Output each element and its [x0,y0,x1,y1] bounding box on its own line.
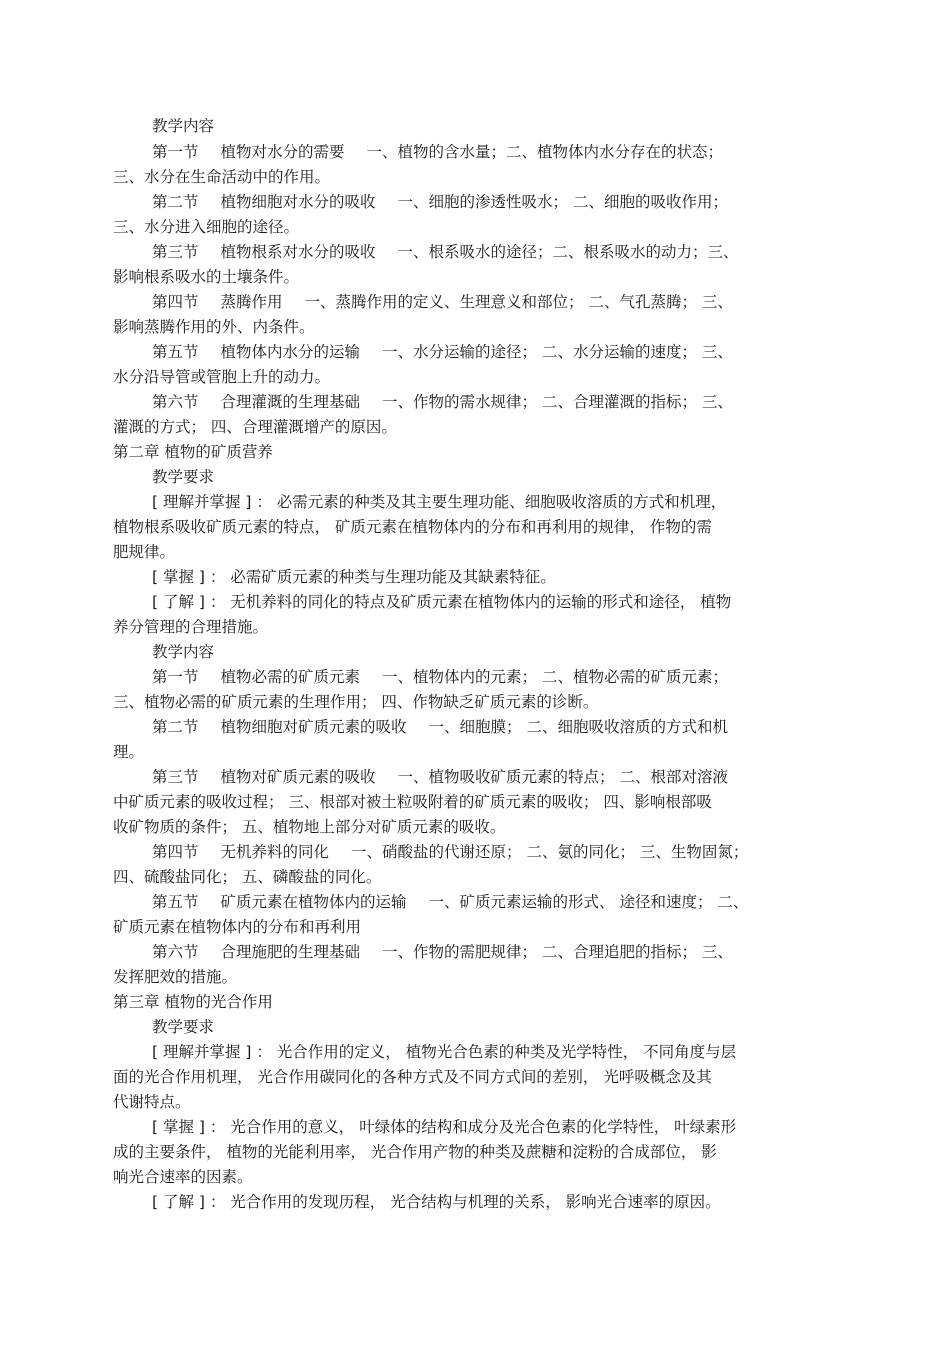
ch2-section-5-line-1 [152,892,748,912]
section-title: 植物细胞对矿质元素的吸收 [220,718,407,736]
requirement-line: 面的光合作用机理， 光合作用碳同化的各种方式及不同方式间的差别， 光呼吸概念及其 [113,1068,712,1086]
ch2-section-2-line-1 [152,717,728,737]
ch1-section-3-line-2: 影响根系吸水的土壤条件。 [113,268,300,286]
section-title: 无机养料的同化 [220,843,330,861]
section-content: 一、植物的含水量；二、植物体内水分存在的状态； [366,143,724,161]
ch2-section-5-line-2: 矿质元素在植物体内的分布和再利用 [113,918,362,936]
section-title: 植物细胞对水分的吸收 [220,193,376,211]
chapter-title: 第三章 植物的光合作用 [113,993,273,1011]
section-content: 一、水分运输的途径； 二、水分运输的速度； 三、 [382,343,733,361]
requirement-line: 成的主要条件， 植物的光能利用率， 光合作用产物的种类及蔗糖和淀粉的合成部位， 影 [113,1143,717,1161]
ch1-section-6-line-1 [152,392,733,412]
ch2-section-1-line-1 [152,667,728,687]
section-label: 第一节 [152,143,199,161]
section-title: 植物对水分的需要 [220,143,345,161]
requirement-line: [ 掌握 ] ： 光合作用的意义， 叶绿体的结构和成分及光合色素的化学特性， 叶绿素形 [152,1118,737,1136]
section-title: 植物必需的矿质元素 [220,668,361,686]
section-title: 植物根系对水分的吸收 [220,243,376,261]
requirement-line: 代谢特点。 [113,1093,191,1111]
ch1-section-4-line-2: 影响蒸腾作用的外、内条件。 [113,318,315,336]
section-content: 一、矿质元素运输的形式、 途径和速度； 二、 [428,893,749,911]
requirement-line: [ 了解 ] ： 无机养料的同化的特点及矿质元素在植物体内的运输的形式和途径， 植物 [152,593,732,611]
section-content: 一、蒸腾作用的定义、生理意义和部位； 二、气孔蒸腾； 三、 [304,293,733,311]
ch2-section-1-line-2: 三、植物必需的矿质元素的生理作用； 四、作物缺乏矿质元素的诊断。 [113,693,599,711]
ch2-section-6-line-2: 发挥肥效的措施。 [113,968,238,986]
ch2-section-3-line-1 [152,767,728,787]
section-label: 第三节 [152,768,199,786]
section-label: 第二节 [152,718,199,736]
section-content: 一、硝酸盐的代谢还原； 二、氨的同化； 三、生物固氮； [351,843,749,861]
section-heading: 教学要求 [152,468,215,486]
requirement-line: 响光合速率的因素。 [113,1168,253,1186]
ch2-section-4-line-2: 四、硫酸盐同化； 五、磷酸盐的同化。 [113,868,382,886]
ch2-section-4-line-1 [152,842,748,862]
requirement-line: [ 掌握 ] ： 必需矿质元素的种类与生理功能及其缺素特征。 [152,568,556,586]
requirement-line: 养分管理的合理措施。 [113,618,269,636]
section-label: 第六节 [152,393,199,411]
requirement-line: 肥规律。 [113,543,176,561]
ch2-section-6-line-1 [152,942,733,962]
ch1-section-1-line-1 [152,142,723,162]
section-label: 第二节 [152,193,199,211]
section-content: 一、作物的需水规律； 二、合理灌溉的指标； 三、 [382,393,733,411]
ch1-section-3-line-1 [152,242,739,262]
section-label: 第一节 [152,668,199,686]
section-title: 合理施肥的生理基础 [220,943,361,961]
ch1-section-5-line-1 [152,342,733,362]
ch1-section-5-line-2: 水分沿导管或管胞上升的动力。 [113,368,331,386]
section-content: 一、作物的需肥规律； 二、合理追肥的指标； 三、 [382,943,733,961]
section-content: 一、细胞的渗透性吸水； 二、细胞的吸收作用； [397,193,728,211]
requirement-line: 植物根系吸收矿质元素的特点， 矿质元素在植物体内的分布和再利用的规律， 作物的需 [113,518,712,536]
section-label: 第四节 [152,843,199,861]
section-content: 一、根系吸水的途径；二、根系吸水的动力；三、 [397,243,739,261]
ch2-section-3-line-2: 中矿质元素的吸收过程； 三、根部对被土粒吸附着的矿质元素的吸收； 四、影响根部吸 [113,793,712,811]
section-content: 一、植物体内的元素； 二、植物必需的矿质元素； [382,668,728,686]
section-label: 第三节 [152,243,199,261]
section-label: 第五节 [152,343,199,361]
section-content: 一、细胞膜； 二、细胞吸收溶质的方式和机 [428,718,728,736]
ch2-section-2-line-2: 理。 [113,743,145,761]
section-content: 一、植物吸收矿质元素的特点； 二、根部对溶液 [397,768,728,786]
requirement-line: [ 理解并掌握 ] ： 必需元素的种类及其主要生理功能、细胞吸收溶质的方式和机理， [152,493,727,511]
chapter-title: 第二章 植物的矿质营养 [113,443,273,461]
section-title: 蒸腾作用 [220,293,283,311]
section-title: 植物体内水分的运输 [220,343,361,361]
section-label: 第四节 [152,293,199,311]
section-title: 矿质元素在植物体内的运输 [220,893,407,911]
section-title: 植物对矿质元素的吸收 [220,768,376,786]
section-label: 第五节 [152,893,199,911]
ch2-section-3-line-3: 收矿物质的条件； 五、植物地上部分对矿质元素的吸收。 [113,818,506,836]
section-title: 合理灌溉的生理基础 [220,393,361,411]
section-heading: 教学内容 [152,643,215,661]
ch1-section-4-line-1 [152,292,733,312]
ch1-section-1-line-2: 三、水分在生命活动中的作用。 [113,168,331,186]
section-heading: 教学要求 [152,1018,215,1036]
section-label: 第六节 [152,943,199,961]
requirement-line: [ 理解并掌握 ] ： 光合作用的定义， 植物光合色素的种类及光学特性， 不同角度与层 [152,1043,737,1061]
section-heading: 教学内容 [152,117,215,135]
ch1-section-6-line-2: 灌溉的方式； 四、合理灌溉增产的原因。 [113,418,397,436]
requirement-line: [ 了解 ] ： 光合作用的发现历程， 光合结构与机理的关系， 影响光合速率的原因。 [152,1193,721,1211]
ch1-section-2-line-2: 三、水分进入细胞的途径。 [113,218,300,236]
ch1-section-2-line-1 [152,192,728,212]
